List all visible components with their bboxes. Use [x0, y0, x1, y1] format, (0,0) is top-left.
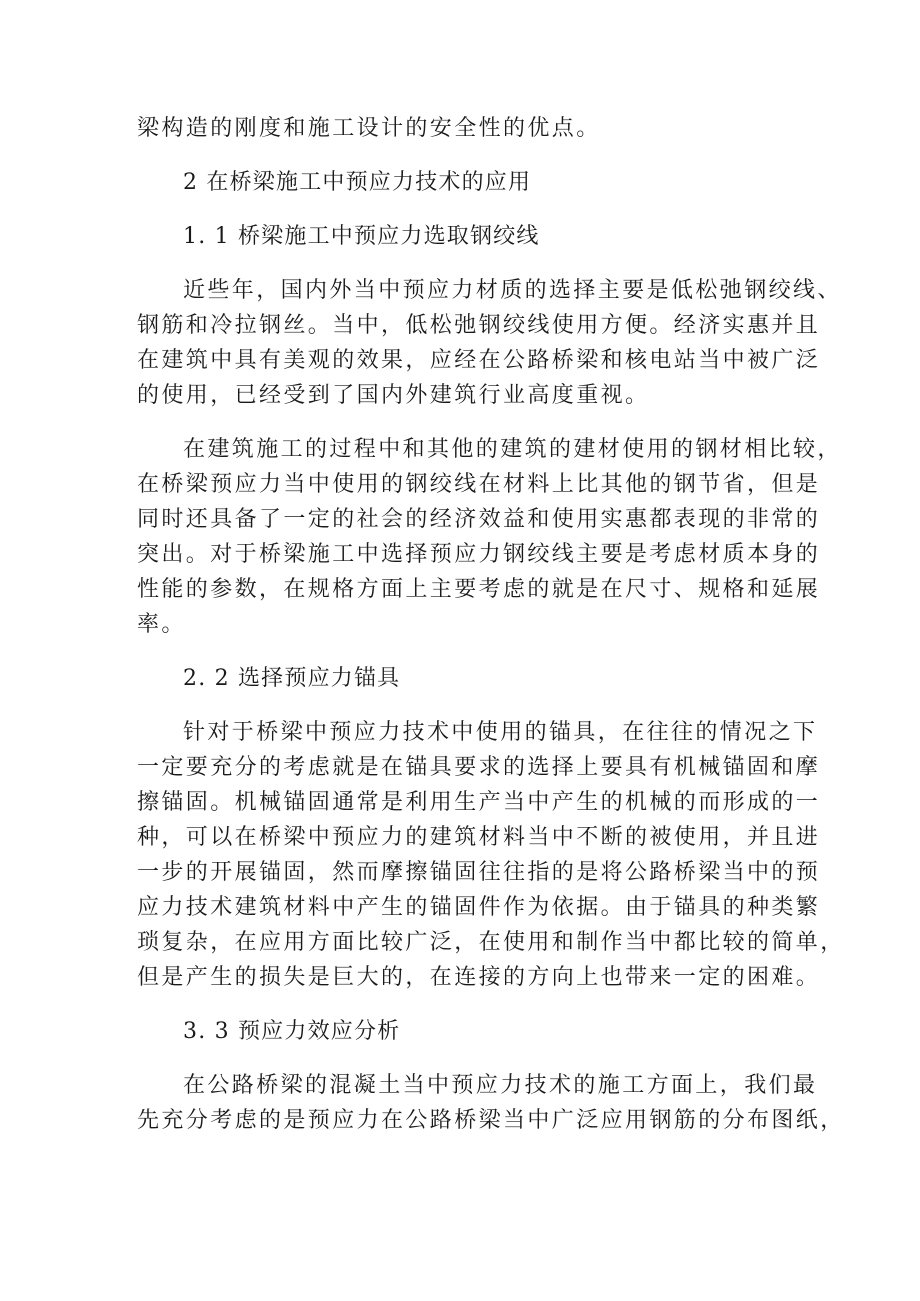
paragraph-anchorage	[137, 715, 845, 995]
text-line: 在公路桥梁的混凝土当中预应力技术的施工方面上，我们最	[183, 1073, 818, 1098]
text-line: 应力技术建筑材料中产生的锚固件作为依据。由于锚具的种类繁	[137, 895, 821, 920]
heading-text: 1. 1 桥梁施工中预应力选取钢绞线	[183, 224, 540, 249]
subsection-heading-3-3	[137, 1014, 791, 1049]
document-body	[137, 111, 845, 1157]
text-line: 在建筑施工的过程中和其他的建筑的建材使用的钢材相比较，	[183, 437, 842, 462]
text-line: 性能的参数，在规格方面上主要考虑的就是在尺寸、规格和延展	[137, 577, 821, 602]
text-line: 琐复杂，在应用方面比较广泛，在使用和制作当中都比较的简单，	[137, 930, 845, 955]
text-line: 率。	[137, 612, 186, 637]
text-line: 的使用，已经受到了国内外建筑行业高度重视。	[137, 383, 650, 408]
text-line: 擦锚固。机械锚固通常是利用生产当中产生的机械的而形成的一	[137, 790, 821, 815]
text-line: 在建筑中具有美观的效果，应经在公路桥梁和核电站当中被广泛	[137, 348, 821, 373]
subsection-heading-1-1	[137, 219, 791, 254]
text-line: 一步的开展锚固，然而摩擦锚固往往指的是将公路桥梁当中的预	[137, 860, 821, 885]
text-line: 突出。对于桥梁施工中选择预应力钢绞线主要是考虑材质本身的	[137, 542, 821, 567]
paragraph-steel-strand-materials	[137, 273, 842, 413]
heading-text: 2. 2 选择预应力锚具	[183, 666, 401, 691]
text-line: 在桥梁预应力当中使用的钢绞线在材料上比其他的钢节省，但是	[137, 472, 821, 497]
text-line: 同时还具备了一定的社会的经济效益和使用实惠都表现的非常的	[137, 507, 821, 532]
subsection-heading-2-2	[137, 661, 791, 696]
paragraph-steel-comparison	[137, 432, 842, 642]
paragraph-prestress-effect	[137, 1068, 845, 1138]
text-line: 但是产生的损失是巨大的，在连接的方向上也带来一定的困难。	[137, 965, 821, 990]
text-line: 种，可以在桥梁中预应力的建筑材料当中不断的被使用，并且进	[137, 825, 821, 850]
text-line: 一定要充分的考虑就是在锚具要求的选择上要具有机械锚固和摩	[137, 755, 821, 780]
text-line: 梁构造的刚度和施工设计的安全性的优点。	[137, 116, 601, 141]
heading-text: 3. 3 预应力效应分析	[183, 1019, 401, 1044]
text-line: 针对于桥梁中预应力技术中使用的锚具，在往往的情况之下	[183, 720, 818, 745]
paragraph-continuation	[137, 111, 791, 146]
text-line: 先充分考虑的是预应力在公路桥梁当中广泛应用钢筋的分布图纸，	[137, 1108, 845, 1133]
text-line: 近些年，国内外当中预应力材质的选择主要是低松弛钢绞线、	[183, 278, 842, 303]
section-heading-2	[137, 165, 791, 200]
text-line: 钢筋和冷拉钢丝。当中，低松弛钢绞线使用方便。经济实惠并且	[137, 313, 821, 338]
heading-text: 2 在桥梁施工中预应力技术的应用	[183, 170, 532, 195]
